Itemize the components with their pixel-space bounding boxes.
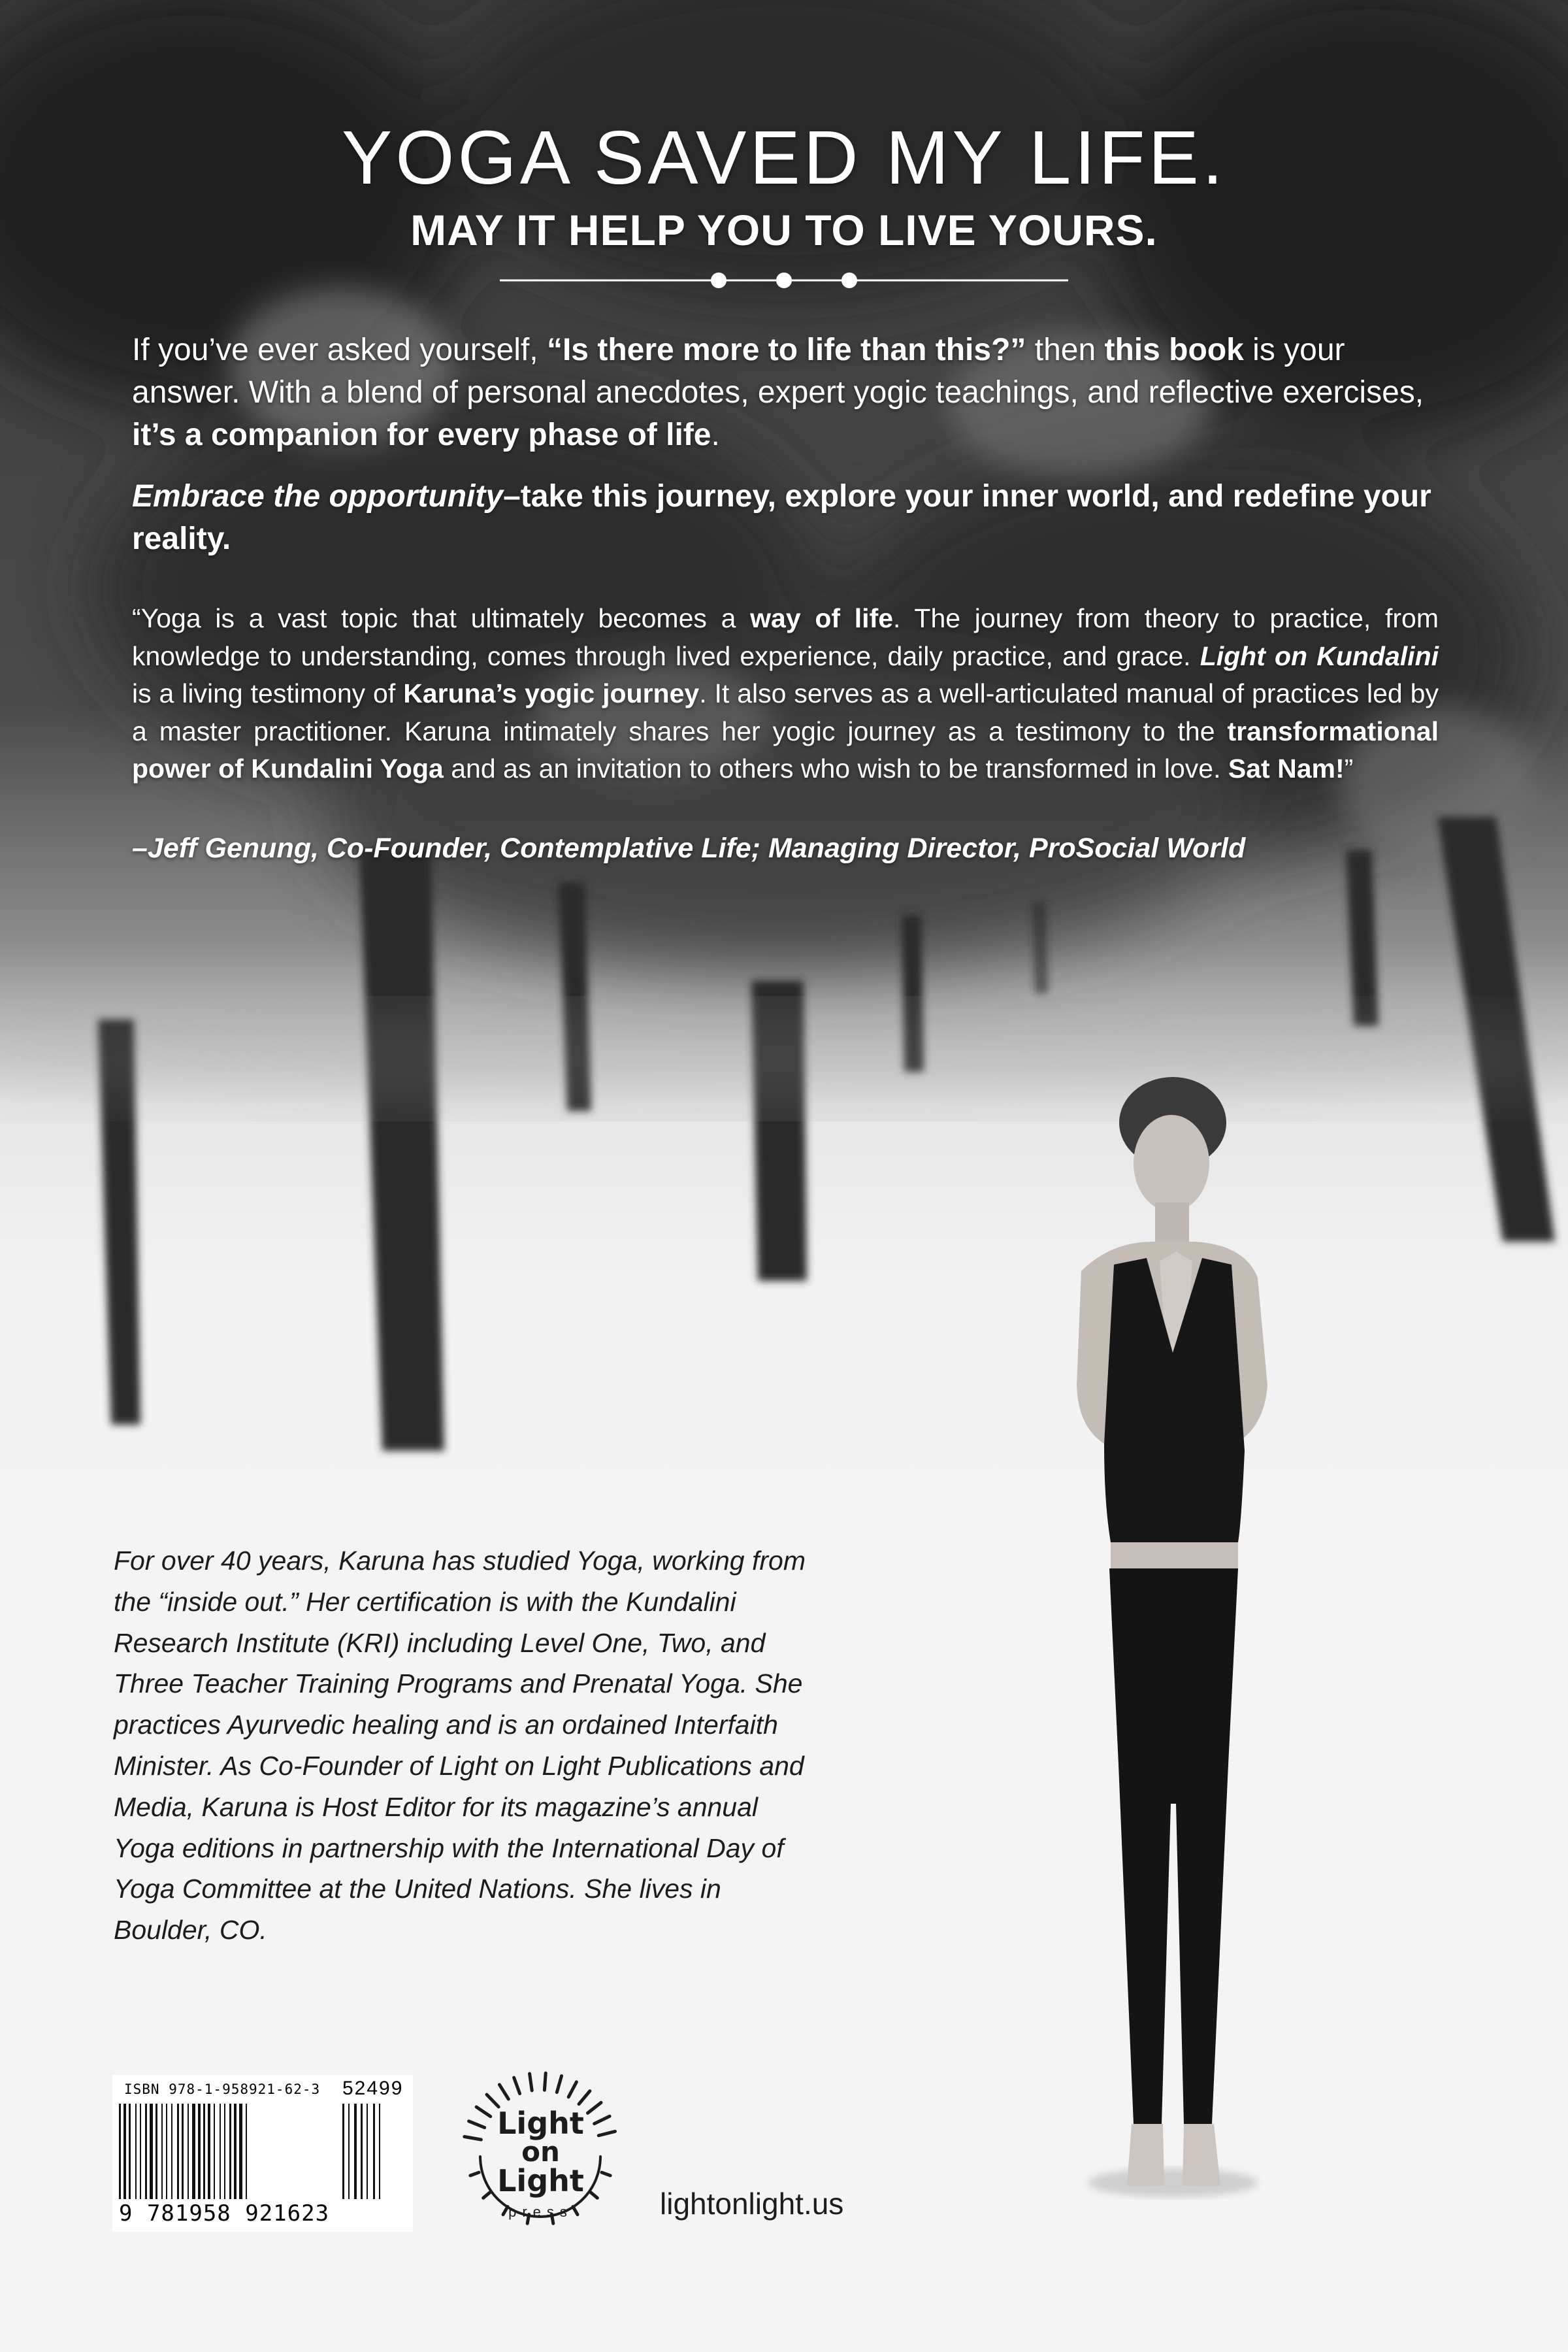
barcode-bar — [367, 2104, 368, 2199]
barcode-bar — [171, 2104, 172, 2199]
barcode-bar — [155, 2104, 157, 2199]
barcode-bar — [198, 2104, 201, 2199]
testimonial-text-6: ” — [1344, 754, 1354, 784]
publisher-logo — [461, 2059, 621, 2238]
barcode-bar — [182, 2104, 184, 2199]
isbn-label: ISBN 978-1-958921-62-3 — [124, 2081, 321, 2097]
barcode-bar — [214, 2104, 215, 2199]
intro-this-book: this book — [1104, 333, 1244, 367]
testimonial-bold-4: Sat Nam! — [1228, 754, 1345, 784]
headline: YOGA SAVED MY LIFE. — [341, 115, 1227, 200]
barcode-bar — [129, 2104, 131, 2199]
barcode-bar — [342, 2104, 344, 2199]
barcode-bar — [208, 2104, 210, 2199]
barcode-bar — [220, 2104, 221, 2199]
isbn-barcode — [112, 2075, 413, 2232]
author-bio: For over 40 years, Karuna has studied Yoga, working from the “inside out.” Her certification is with the Kundalini Research Institute (KRI) including Level One, Two, and Three Teacher Training Programs and Prenatal Yoga. She practices Ayurvedic healing and is an ordained Interfaith Minister. As Co-Founder of Light on Light Publications and Media, Karuna is Host Editor for its magazine’s annual Yoga editions in partnership with the International Day of Yoga Committee at the United Nations. She lives in Boulder, CO. — [114, 1546, 806, 1946]
testimonial-text-2: . The journey from theory to practice, from knowledge to understanding, comes through lived experience, daily practice, and grace. — [132, 603, 1439, 671]
barcode-bar — [354, 2104, 357, 2199]
barcode-price-code: 52499 — [342, 2078, 404, 2099]
logo-word-light-2: Light — [497, 2163, 584, 2198]
testimonial-text-3: is a living testimony of — [132, 678, 404, 708]
ornamental-divider — [500, 271, 1068, 290]
barcode-bar — [203, 2104, 205, 2199]
subheadline: MAY IT HELP YOU TO LIVE YOURS. — [410, 206, 1158, 254]
testimonial-text-1: “Yoga is a vast topic that ultimately becomes a — [132, 603, 751, 633]
testimonial-quote — [132, 600, 1439, 788]
embrace-rest: –take this journey, explore your inner world, and redefine your reality. — [132, 479, 1431, 556]
testimonial-bold-2: Karuna’s yogic journey — [403, 678, 700, 708]
barcode-bar — [361, 2104, 363, 2199]
intro-paragraph — [132, 329, 1439, 456]
logo-word-light: Light — [497, 2106, 584, 2141]
barcode-bar — [188, 2104, 189, 2199]
barcode-bar — [161, 2104, 163, 2199]
testimonial-text-5: and as an invitation to others who wish to be transformed in love. — [443, 754, 1228, 784]
barcode-bar — [119, 2104, 121, 2199]
testimonial-book-title: Light on Kundalini — [1200, 640, 1439, 671]
barcode-bar — [224, 2104, 225, 2199]
intro-question: “Is there more to life than this?” — [546, 333, 1026, 367]
intro-text-3: is your answer. With a blend of personal anecdotes, expert yogic teachings, and reflective exercises, — [132, 333, 1424, 410]
intro-companion: it’s a companion for every phase of life — [132, 418, 711, 452]
barcode-number: 9 781958 921623 — [119, 2200, 330, 2227]
barcode-bar — [246, 2104, 247, 2199]
barcode-bar — [379, 2104, 380, 2199]
barcode-bar — [177, 2104, 179, 2199]
barcode-bar — [135, 2104, 137, 2199]
barcode-bar — [166, 2104, 167, 2199]
embrace-opportunity: Embrace the opportunity — [132, 479, 504, 514]
testimonial-attribution: –Jeff Genung, Co-Founder, Contemplative Life; Managing Director, ProSocial World — [132, 833, 1246, 864]
barcode-bar — [348, 2104, 350, 2199]
website-link[interactable]: lightonlight.us — [660, 2187, 844, 2221]
barcode-bar — [150, 2104, 153, 2199]
barcode-bar — [123, 2104, 126, 2199]
barcode-bar — [192, 2104, 195, 2199]
barcode-bar — [239, 2104, 242, 2199]
barcode-bar — [373, 2104, 375, 2199]
intro-text-1: If you’ve ever asked yourself, — [132, 333, 547, 367]
barcode-bar — [234, 2104, 237, 2199]
logo-word-on: on — [521, 2136, 560, 2168]
barcode-bar — [229, 2104, 231, 2199]
barcode-bar — [145, 2104, 147, 2199]
barcode-bar — [140, 2104, 141, 2199]
testimonial-text-4: . It also serves as a well-articulated manual of practices led by a master practitioner. Karuna intimately shares her yogic journey as a testimony to the — [132, 678, 1439, 746]
embrace-paragraph — [132, 475, 1439, 560]
testimonial-bold-3: transformational power of Kundalini Yoga — [132, 716, 1439, 784]
testimonial-bold-1: way of life — [750, 603, 894, 633]
logo-word-press: press — [508, 2204, 573, 2220]
intro-text-4: . — [711, 418, 720, 452]
intro-text-2: then — [1026, 333, 1105, 367]
